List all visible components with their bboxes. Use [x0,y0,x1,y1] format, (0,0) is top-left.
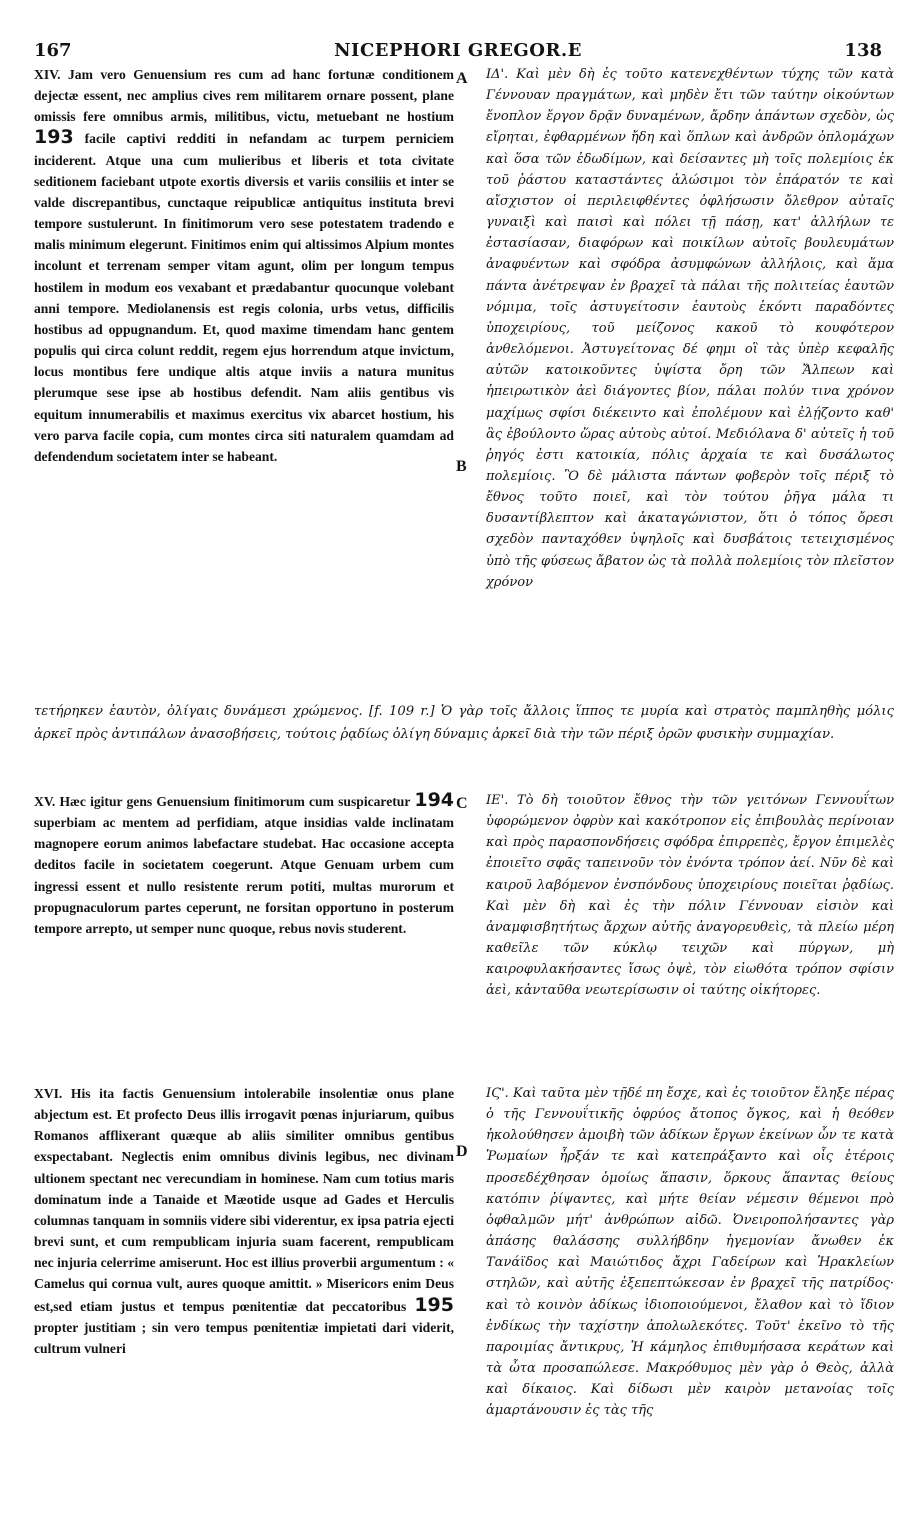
running-title: NICEPHORI GREGOR.E [334,40,582,61]
margin-letter-d: D [456,1143,468,1160]
greek-section-xvi [486,1083,894,1422]
greek-text: ΙΕ'. Τὸ δὴ τοιοῦτον ἔθνος τὴν τῶν γειτόνων Γεννουΐτων ὑφορώμενον ὀφρὺν καὶ κακότροπον εἰς ἐπιβουλὰς περίνοιαν καὶ πρὸς παρασπονδήσεις σφόδρα ἐπιρρεπὲς, ἔργον ἐπιμελὲς ἐποιεῖτο σφᾶς ταπεινοῦν τὸν ἐνόντα τρόπον ἀεί. Νῦν δὲ καὶ καιροῦ λαβόμενον ἐνσπόνδους ὑποχειρίους ποιεῖται ῥᾳδίως. Καὶ μὲν δὴ καὶ ἐς τὴν πόλιν Γέννουαν εἰσιὸν καὶ ἀναμφισβητήτως ἄρχων αὐτῆς ἀναγορευθεὶς, τὰ πλείω μέρη καθεῖλε τῶν κύκλῳ τειχῶν καὶ πύργων, μὴ καιροφυλακήσαντες ἴσως ὀψὲ, τὸν εἰωθότα τρόπον σφίσιν ἀεὶ, κἀνταῦθα νεωτερίσωσιν οἱ ταύτης οἰκήτορες. [486,793,894,999]
greek-text: τετήρηκεν ἑαυτὸν, ὀλίγαις δυνάμεσι χρώμενος. [f. 109 r.] Ὁ γὰρ τοῖς ἄλλοις ἵππος τε μυρία καὶ στρατὸς παμπληθὴς μόλις ἀρκεῖ πρὸς ἀντιπάλων ἀνασοβήσεις, τούτοις ῥᾳδίως ὀλίγη δύναμις ἀρκεῖ διὰ τὴν τῶν πέριξ ὀρῶν φυσικὴν συμμαχίαν. [34,704,894,742]
greek-section-xv [486,790,894,1002]
column-number: 195 [414,1293,454,1316]
greek-text: ΙΔ'. Καὶ μὲν δὴ ἐς τοῦτο κατενεχθέντων τύχης τῶν κατὰ Γέννουαν πραγμάτων, καὶ μηδὲν ἔτι τῶν ταύτην οἰκούντων ἔνοπλον ἔργον δρᾷν δυναμένων, ἄρδην ἁπάντων σχεδὸν, ὡς εἴρηται, ἐφθαρμένων ἤδη καὶ ὅπλων καὶ ἀνδρῶν ὁπλομάχων καὶ ὅσα τῶν ἐδωδίμων, καὶ δείσαντες μὴ τοῖς πολεμίοις ἐκ τοῦ ῥάστου καταστάντες ἁλώσιμοι τὸν ἐπάρατόν τε καὶ αἴσχιστον οἱ περιλειφθέντες ὀφλήσωσιν ὄλεθρον αὐταῖς γυναιξὶ καὶ παισὶ καὶ πόλει τῇ πάσῃ, κατ' ἀλλήλων τε ἐστασίασαν, διαφόρων καὶ ποικίλων αὐτοῖς βουλευμάτων ἀναφυέντων καὶ σφόδρα ἀσυμφώνων ἀλλήλοις, καὶ ἅμα πάντα ἀνέτρεψαν ἐν βραχεῖ τὰ πάλαι τῆς πολιτείας ἑαυτῶν νόμιμα, τοῖς ἀστυγείτοσιν ἑαυτοὺς ἑκόντι παραδόντες ὑποχειρίους, τοῦ μείζονος κακοῦ τὸ κουφότερον ἀνθελόμενοι. Ἀστυγείτονας δέ φημι οἳ τὰς ὑπὲρ κεφαλῆς αὐτῶν κατοικοῦντες ὑψίστα ὄρη τῶν Ἄλπεων καὶ ἠπειρωτικὸν ἀεὶ διάγοντες βίον, πάλαι πολύν τινα χρόνον μαχίμως σφίσι διέκειντο καὶ ἐπολέμουν καὶ ἐλῄζοντο καθ' ἃς ἐβούλοντο ὥρας αὐτοὺς αὐτοί. Μεδιόλανα δ' αὐτεῖς ἡ τοῦ ῥηγός ἐστι κατοικία, πόλις ἀρχαία τε καὶ δυσάλωτος πολεμίοις. Ὃ δὲ μάλιστα πάντων φοβερὸν τοῖς πέριξ τὸ ἔθνος τοῦτο ποιεῖ, καὶ τὸν τούτου ῥῆγα μάλα τι δυσαντίβλεπτον καὶ ἀκαταγώνιστον, ὅτι ὁ τόπος ὄρεσι σχεδὸν πανταχόθεν ὑψηλοῖς καὶ δυσβάτοις τετειχισμένος ὑπὸ τῆς φύσεως ἄβατον ὡς τὰ πολλὰ πολεμίοις τὸν πλεῖστον χρόνον [486,67,894,590]
page-number-right: 138 [844,40,882,61]
latin-section-xv [34,790,454,939]
latin-text: propter justitiam ; sin vero tempus pœnitentiæ impietati dari viderit, cultrum vulneri [34,1319,454,1356]
column-number: 193 [34,126,74,149]
running-head [34,40,882,62]
latin-text: facile captivi redditi in nefandam ac turpem perniciem inciderent. Atque una cum mulieribus et liberis et tota civitate seditionem faciebant utpote exortis diversis et variis consiliis et inter se valde discrepantibus, cunctaque reipublicæ antiquitus instituta brevi tempore sustulerunt. In finitimorum vero sese potestatem tradendo e malis minimum elegerunt. Finitimos enim qui altissimos Alpium montes incolunt et terrenam semper vitam agunt, olim per longum tempus hostilem in modum eos vexabant et prædabantur quocunque volebant anni tempore. Mediolanensis est regis colonia, urbs vetus, difficilis hostibus ad oppugnandum. Et, quod maxime timendam hanc gentem populis qui circa colunt reddit, regem ejus horrendum atque invictum, locus montibus fere undique altis atque inviis a natura munitus plerumque sese ipse ab hostibus defendit. Nam aliis gentibus vis equitum innumerabilis et maximus exercitus vix abarcet hostium, his vero parva facile copia, cum montes circa siti naturalem quamdam ad defendendum societatem inter se habeant. [34,131,454,464]
latin-text: XIV. Jam vero Genuensium res cum ad hanc fortunæ conditionem dejectæ essent, nec amplius cives rem militarem ornare possent, plane omissis fere omnibus armis, militibus, victu, metuebant ne hostium [34,67,454,125]
latin-text: superbiam ac mentem ad perfidiam, atque insidias valde inclinatam magnopere eorum animos labefactare studebat. Hac occasione accepta deditos facile in societatem coegerunt. Atque Genuam urbem cum ingressi essent et nullo resistente rerum potiti, multas murorum et propugnaculorum partes ceperunt, ne forsitan opportuno in posterum tempore arrepto, ut semper nunc quoque, rebus novis studerent. [34,815,454,936]
greek-text: ΙϚ'. Καὶ ταῦτα μὲν τῇδέ πη ἔσχε, καὶ ἐς τοιοῦτον ἔληξε πέρας ὁ τῆς Γεννουΐτικῆς ὀφρύος ἄτοπος ὄγκος, καὶ ἡ θεόθεν ἠκολούθησεν ἀμοιβὴ τῶν ἀδίκων ἔργων ἐκείνων ὧν τε κατὰ Ῥωμαίων ἦρξάν τε καὶ κατεπράξαντο καὶ οἷς ἑτέροις προσεδέχθησαν ὁμοίως ἅπασιν, ὅρκους ἅπαντας θείους κατόπιν ῥίψαντες, καὶ μήτε θείαν νέμεσιν θέμενοι πρὸ ὀφθαλμῶν μήτ' ἀνθρώπων αἰδῶ. Ὀνειροπολήσαντες γὰρ ἁπάσης θαλάσσης συλλήβδην ἡγεμονίαν ἄνωθεν ἐκ Τανάϊδος καὶ Μαιώτιδος ἄχρι Γαδείρων καὶ Ἡρακλείων στηλῶν, καὶ αὐτῆς ἐξεπεπτώκεσαν ἐν βραχεῖ τῆς πατρίδος· καὶ τὸ κοινὸν ἀδίκως ἰδιοποιούμενοι, ἔλαθον καὶ τὸ ἴδιον ἐνδίκως τὴν ταχίστην ἀπολωλεκότες. Τοῦτ' ἐκεῖνο τὸ τῆς παροιμίας ἄντικρυς, Ἡ κάμηλος ἐπιθυμήσασα κεράτων καὶ τὰ ὦτα προσαπώλεσε. Μακρόθυμος μὲν γὰρ ὁ Θεὸς, ἀλλὰ καὶ δίκαιος. Καὶ δίδωσι μὲν καιρὸν μετανοίας τοῖς ἁμαρτάνουσιν ἐς τὰς τῆς [486,1086,894,1419]
latin-text: XVI. His ita factis Genuensium intolerabile insolentiæ onus plane abjectum est. Et profecto Deus illis irrogavit pœnas injuriarum, quibus Romanos afflixerant quæque ab aliis similiter omnibus gentibus exspectabant. Neglectis enim omnibus divinis legibus, nec divinam ultionem spectant nec verecundiam in hominese. Nam cum totius maris dominatum inde a Tanaide et Mæotide usque ad Gades et Herculis columnas tanquam in somniis videre sibi viderentur, ex ipsa patria ejecti brevi sunt, et cum rempublicam injuria suam facerent, rempublicam nec injuria celerrime amiserunt. Hoc est illius proverbii argumentum : « Camelus qui cornua vult, aures quoque amittit. » Misericors enim Deus est,sed etiam justus et tempus pœnitentiæ dat peccatoribus [34,1086,454,1314]
latin-section-xiv [34,64,454,694]
latin-text: XV. Hæc igitur gens Genuensium finitimorum cum suspicaretur [34,794,411,809]
margin-letter-b: B [456,458,467,475]
margin-letter-c: C [456,795,468,812]
page-number-left: 167 [34,40,72,61]
margin-letter-a: A [456,70,468,87]
column-number: 194 [414,789,455,811]
latin-section-xvi [34,1083,454,1359]
greek-section-xiv [486,64,894,694]
greek-full-width-continuation [34,700,894,746]
